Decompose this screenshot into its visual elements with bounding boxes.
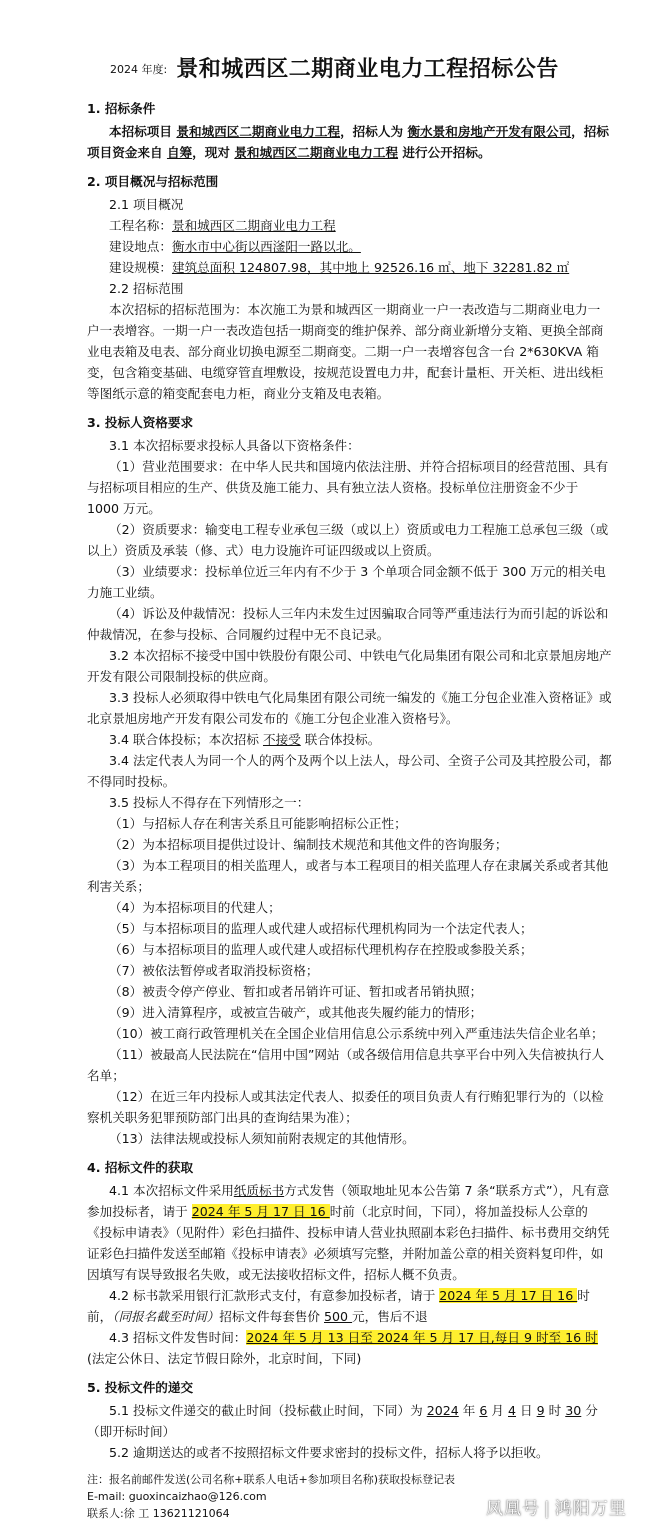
s3-1-3: （3）业绩要求：投标单位近三年内有不少于 3 个单项合同金额不低于 300 万元的相关电力施工业绩。 [87,564,606,600]
s4-3 [87,1327,612,1369]
title-year: 2024 年度: [110,63,168,76]
s3-4b: 3.4 法定代表人为同一个人的两个及两个以上法人，母公司、全资子公司及其控股公司，都不得同时投标。 [87,753,612,789]
note-line: 注：报名前邮件发送(公司名称+联系人电话+参加项目名称)获取投标登记表 [87,1473,456,1486]
s1-tenderer: 衡水景和房地产开发有限公司 [407,124,572,139]
s4-1-text-a: 4.1 本次招标文件采用 [109,1183,234,1198]
s3-5-item: （7）被依法暂停或者取消投标资格； [109,963,319,978]
s3-5-item: （9）进入清算程序，或被宣告破产，或其他丧失履约能力的情形； [109,1005,483,1020]
section-4-heading: 4. 招标文件的获取 [87,1160,194,1175]
watermark-separator: | [544,1499,551,1519]
s1-project: 景和城西区二期商业电力工程 [176,124,341,139]
s5-1 [87,1400,612,1442]
s3-4 [87,729,612,750]
s3-5: 3.5 投标人不得存在下列情形之一： [109,795,310,810]
s4-2-note: （同报名截至时间） [112,1309,220,1324]
s5-1-month-unit: 月 [487,1403,508,1418]
s4-2-deadline: 2024 年 5 月 17 日 16 [439,1288,578,1303]
s5-1-minute: 30 [565,1403,582,1418]
s5-1-month: 6 [479,1403,488,1418]
s3-5-item: （13）法律法规或投标人须知前附表规定的其他情形。 [109,1131,415,1146]
s2-name-label: 工程名称： [109,218,172,233]
s4-1-deadline: 2024 年 5 月 17 日 16 [191,1204,330,1219]
section-1-heading: 1. 招标条件 [87,101,156,116]
s4-2-text-a: 4.2 标书款采用银行汇款形式支付，有意参加投标者，请于 [109,1288,440,1303]
announcement-body [87,92,612,1522]
s2-sub1: 2.1 项目概况 [109,197,184,212]
s5-1-text-a: 5.1 投标文件递交的截止时间（投标截止时间，下同）为 [109,1403,427,1418]
s3-1: 3.1 本次招标要求投标人具备以下资格条件： [109,438,360,453]
s3-1-1: （1）营业范围要求：在中华人民共和国境内依法注册、并符合招标项目的经营范围、具有与招标项目相应的生产、供货及施工能力、具有独立法人资格。投标单位注册资金不少于 1000 万元。 [87,459,609,516]
s2-project-name [87,215,612,236]
s3-5-item: （12）在近三年内投标人或其法定代表人、拟委任的项目负责人有行贿犯罪行为的（以检察机关职务犯罪预防部门出具的查询结果为准）； [87,1089,604,1125]
s3-4-text-a: 3.4 联合体投标；本次招标 [109,732,263,747]
s1-text-4: ，现对 [192,145,235,160]
s2-site-label: 建设地点： [109,239,172,254]
s1-project-2: 景和城西区二期商业电力工程 [234,145,399,160]
s5-1-hour: 9 [536,1403,545,1418]
s2-site [87,236,612,257]
s2-scale [87,257,612,278]
s3-4-text-c: 联合体投标。 [300,732,381,747]
s4-1 [87,1180,612,1285]
section-5-heading: 5. 投标文件的递交 [87,1380,194,1395]
s5-1-day: 4 [508,1403,517,1418]
s5-1-hour-unit: 时 [544,1403,566,1418]
s2-scale-label: 建设规模： [109,260,172,275]
s2-name-value: 景和城西区二期商业电力工程 [171,218,336,233]
section-1-text [87,121,612,163]
s3-5-item: （4）为本招标项目的代建人； [109,900,281,915]
s1-text-1: 本招标项目 [109,124,177,139]
s3-5-item: （6）与本招标项目的监理人或代建人或招标代理机构存在控股或参股关系； [109,942,533,957]
s3-5-item: （11）被最高人民法院在“信用中国”网站（或各级信用信息共享平台中列入失信被执行人名单； [87,1047,605,1083]
s3-5-item: （3）为本工程项目的相关监理人，或者与本工程项目的相关监理人存在隶属关系或者其他利害关系； [87,858,609,894]
section-3-heading: 3. 投标人资格要求 [87,415,194,430]
s1-fund: 自筹 [166,145,193,160]
s3-5-item: （2）为本招标项目提供过设计、编制技术规范和其他文件的咨询服务； [109,837,508,852]
s1-text-3: ，招标项目资金来自 [87,124,609,160]
s3-5-item: （10）被工商行政管理机关在全国企业信用信息公示系统中列入严重违法失信企业名单； [109,1026,604,1041]
document-title [110,52,559,83]
s3-1-4: （4）诉讼及仲裁情况：投标人三年内未发生过因骗取合同等严重违法行为而引起的诉讼和仲裁情况，在参与投标、合同履约过程中无不良记录。 [87,606,609,642]
s4-3-sale-period: 2024 年 5 月 13 日至 2024 年 5 月 17 日,每日 9 时至 16 时 [246,1330,598,1345]
s2-scope: 本次招标的招标范围为：本次施工为景和城西区一期商业一户一表改造与二期商业电力一户一表增容。一期一户一表改造包括一期商变的维护保养、部分商业新增分支箱、更换全部商业电表箱及电表、部分商业切换电源至二期商变。二期一户一表增容包含一台 2*630KVA 箱变，包含箱变基础、电缆穿管直埋敷设，按规范设置电力井，配套计量柜、开关柜、进出线柜等图纸示意的箱变配套电力柜，商业分支箱及电表箱。 [87,302,604,401]
s5-2: 5.2 逾期送达的或者不按照招标文件要求密封的投标文件，招标人将予以拒收。 [109,1445,549,1460]
s4-3-text-b: (法定公休日、法定节假日除外，北京时间，下同) [87,1351,362,1366]
s5-1-day-unit: 日 [516,1403,537,1418]
s4-1-paper: 纸质标书 [233,1183,285,1198]
s3-4-not-accept: 不接受 [262,732,301,747]
s4-2 [87,1285,612,1327]
s4-2-text-e: 元，售后不退 [352,1309,428,1324]
section-2-heading: 2. 项目概况与招标范围 [87,174,219,189]
s4-1-text-c: 方式发售（领取地址见本公告第 7 条“联系方式”），凡有意参加投标者，请于 [87,1183,610,1219]
s1-text-5: 进行公开招标。 [398,145,491,160]
s4-2-text-b: 时前， [87,1288,590,1324]
s4-1-text-d: 时前（北京时间，下同），将加盖投标人公章的《投标申请表》（见附件）彩色扫描件、投标申请人营业执照副本彩色扫描件、标书费用交纳凭证彩色扫描件发送至邮箱《投标申请表》必须填写完整，并附加盖公章的相关资料复印件，如因填写有误导致报名失败，或无法接收招标文件，招标人概不负责。 [87,1204,610,1282]
title-text: 景和城西区二期商业电力工程招标公告 [176,57,559,82]
s2-site-value: 衡水市中心街以西滏阳一路以北。 [171,239,361,254]
email-line: E-mail: guoxincaizhao@126.com [87,1490,267,1503]
s5-1-year: 2024 [426,1403,459,1418]
s1-text-2: ，招标人为 [340,124,408,139]
s2-sub2: 2.2 招标范围 [109,281,184,296]
s3-5-item: （5）与本招标项目的监理人或代建人或招标代理机构同为一个法定代表人； [109,921,533,936]
s3-2: 3.2 本次招标不接受中国中铁股份有限公司、中铁电气化局集团有限公司和北京景旭房地产开发有限公司限制投标的供应商。 [87,648,612,684]
s5-1-text-g: 分（即开标时间） [87,1403,598,1439]
s3-1-2: （2）资质要求：输变电工程专业承包三级（或以上）资质或电力工程施工总承包三级（或以上）资质及承装（修、式）电力设施许可证四级或以上资质。 [87,522,609,558]
contact-line: 联系人:徐 工 13621121064 [87,1507,230,1520]
s3-5-item: （1）与招标人存在利害关系且可能影响招标公正性； [109,816,407,831]
s2-scale-value: 建筑总面积 124807.98，其中地上 92526.16 ㎡、地下 32281.82 ㎡ [171,260,570,275]
s4-2-price: 500 [324,1309,353,1324]
s3-5-item: （8）被责令停产停业、暂扣或者吊销许可证、暂扣或者吊销执照； [109,984,483,999]
s3-3: 3.3 投标人必须取得中铁电气化局集团有限公司统一编发的《施工分包企业准入资格证》或北京景旭房地产开发有限公司发布的《施工分包企业准入资格号》。 [87,690,612,726]
s5-1-year-unit: 年 [458,1403,480,1418]
s4-3-text-a: 4.3 招标文件发售时间： [109,1330,247,1345]
s4-2-text-d: 招标文件每套售价 [219,1309,324,1324]
watermark [486,1494,627,1519]
watermark-brand: 凤凰号 [486,1499,540,1519]
watermark-author: 鸿阳万里 [554,1499,627,1519]
